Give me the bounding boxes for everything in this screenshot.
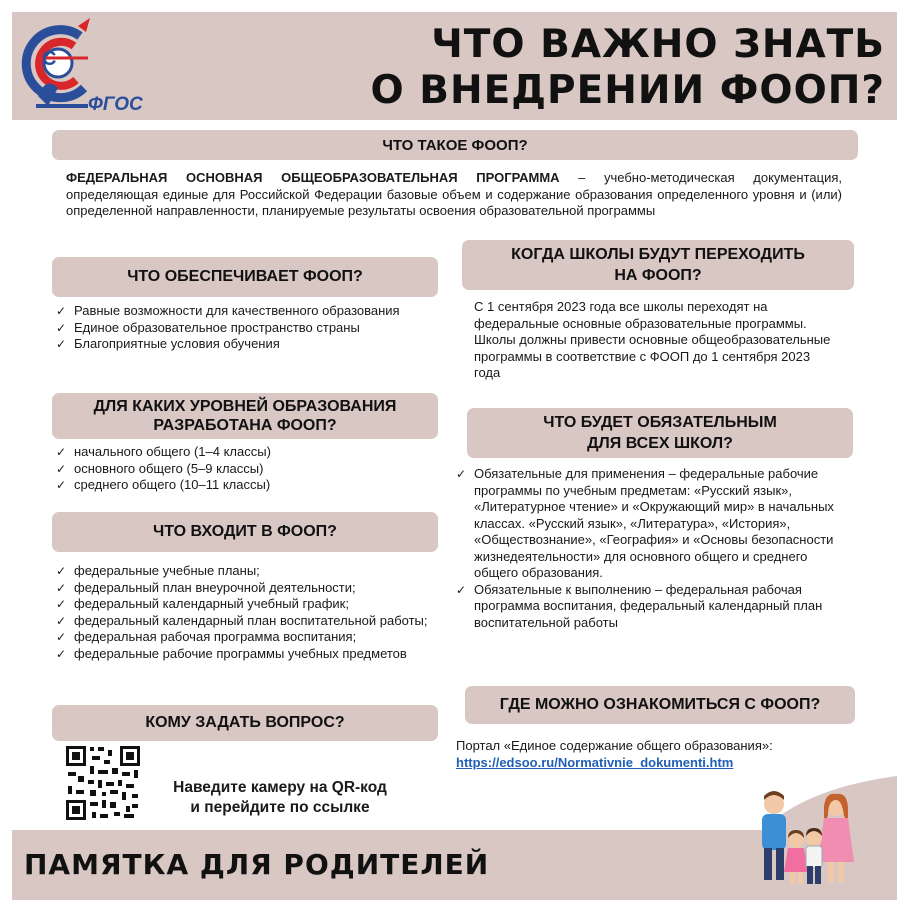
list-item: ✓ Благоприятные условия обучения [56,336,426,353]
list-item: ✓ Единое образовательное пространство страны [56,320,426,337]
mandatory-heading [467,408,853,458]
portal-name: Портал «Единое содержание общего образования»: [456,738,773,753]
qr-code-icon[interactable] [64,744,142,822]
list-item: ✓ Обязательные к выполнению – федеральная рабочая программа воспитания, федеральный календарный план воспитательной работы [456,582,838,632]
when-heading-line1: КОГДА ШКОЛЫ БУДУТ ПЕРЕХОДИТЬ [511,246,805,263]
list-item: ✓ федеральный план внеурочной деятельности; [56,580,456,597]
qr-instruction-line1: Наведите камеру на QR-код [173,779,387,796]
list-item: ✓ начального общего (1–4 классы) [56,444,426,461]
what-is-definition [66,170,842,220]
family-illustration-icon [752,790,862,890]
list-item: ✓ Обязательные для применения – федеральные рабочие программы по учебным предметам: «Русский язык», «Литературное чтение» и «Окружающий мир» в начальных классах. «Русский язык», «Литература», «История», «Обществознание», «География» и «Основы безопасности жизнедеятельности» для основного общего и среднего общего образования. [456,466,838,582]
list-item: ✓ федеральные рабочие программы учебных предметов [56,646,456,663]
provides-heading-text: ЧТО ОБЕСПЕЧИВАЕТ ФООП? [127,268,363,285]
list-item: ✓ федеральный календарный план воспитательной работы; [56,613,456,630]
includes-heading [52,512,438,552]
includes-heading-text: ЧТО ВХОДИТ В ФООП? [153,523,337,540]
where-heading [465,686,855,724]
when-heading-line2: НА ФООП? [614,267,702,284]
list-item: ✓ федеральные учебные планы; [56,563,456,580]
mandatory-list [456,466,838,631]
what-is-heading [52,130,858,160]
what-is-heading-text: ЧТО ТАКОЕ ФООП? [382,136,528,154]
page-title-line2: О ВНЕДРЕНИИ ФООП? [370,68,885,113]
list-item: ✓ федеральный календарный учебный график; [56,596,456,613]
list-item: ✓ основного общего (5–9 классы) [56,461,426,478]
fgos-logo [18,18,158,118]
what-is-term: ФЕДЕРАЛЬНАЯ ОСНОВНАЯ ОБЩЕОБРАЗОВАТЕЛЬНАЯ ПРОГРАММА [66,170,560,185]
provides-heading [52,257,438,297]
where-text [456,738,856,771]
list-item: ✓ среднего общего (10–11 классы) [56,477,426,494]
includes-list [56,563,456,662]
list-item: ✓ федеральная рабочая программа воспитания; [56,629,456,646]
footer-title: ПАМЯТКА ДЛЯ РОДИТЕЛЕЙ [24,848,490,881]
where-heading-text: ГДЕ МОЖНО ОЗНАКОМИТЬСЯ С ФООП? [499,696,821,713]
ask-heading [52,705,438,741]
qr-instruction [150,778,410,818]
levels-heading-line1: ДЛЯ КАКИХ УРОВНЕЙ ОБРАЗОВАНИЯ [93,398,397,415]
page-title [371,22,885,114]
provides-list [56,303,426,353]
list-item: ✓ Равные возможности для качественного образования [56,303,426,320]
levels-heading [52,393,438,439]
mandatory-heading-line2: ДЛЯ ВСЕХ ШКОЛ? [587,435,733,452]
what-is-text: – учебно-методическая документация, определяющая единые для Российской Федерации базовые объем и содержание образования определенного уровня и (или) определенной направленности, планируемые результаты освоения образовательной программы [66,170,842,218]
mandatory-heading-line1: ЧТО БУДЕТ ОБЯЗАТЕЛЬНЫМ [543,414,777,431]
levels-heading-line2: РАЗРАБОТАНА ФООП? [153,417,337,434]
qr-instruction-line2: и перейдите по ссылке [190,799,370,816]
page-title-line1: ЧТО ВАЖНО ЗНАТЬ [431,22,885,67]
when-text: С 1 сентября 2023 года все школы переходят на федеральные основные образовательные программы. Школы должны привести основные общеобразовательные программы в соответствие с ФООП до 1 сентября 2023 года [474,299,831,380]
portal-link[interactable]: https://edsoo.ru/Normativnie_dokumenti.htm [456,754,734,770]
levels-list [56,444,426,494]
logo-text: ФГОС [88,94,143,115]
when-heading [462,240,854,290]
ask-heading-text: КОМУ ЗАДАТЬ ВОПРОС? [145,714,345,731]
logo-letter: С [42,48,57,70]
